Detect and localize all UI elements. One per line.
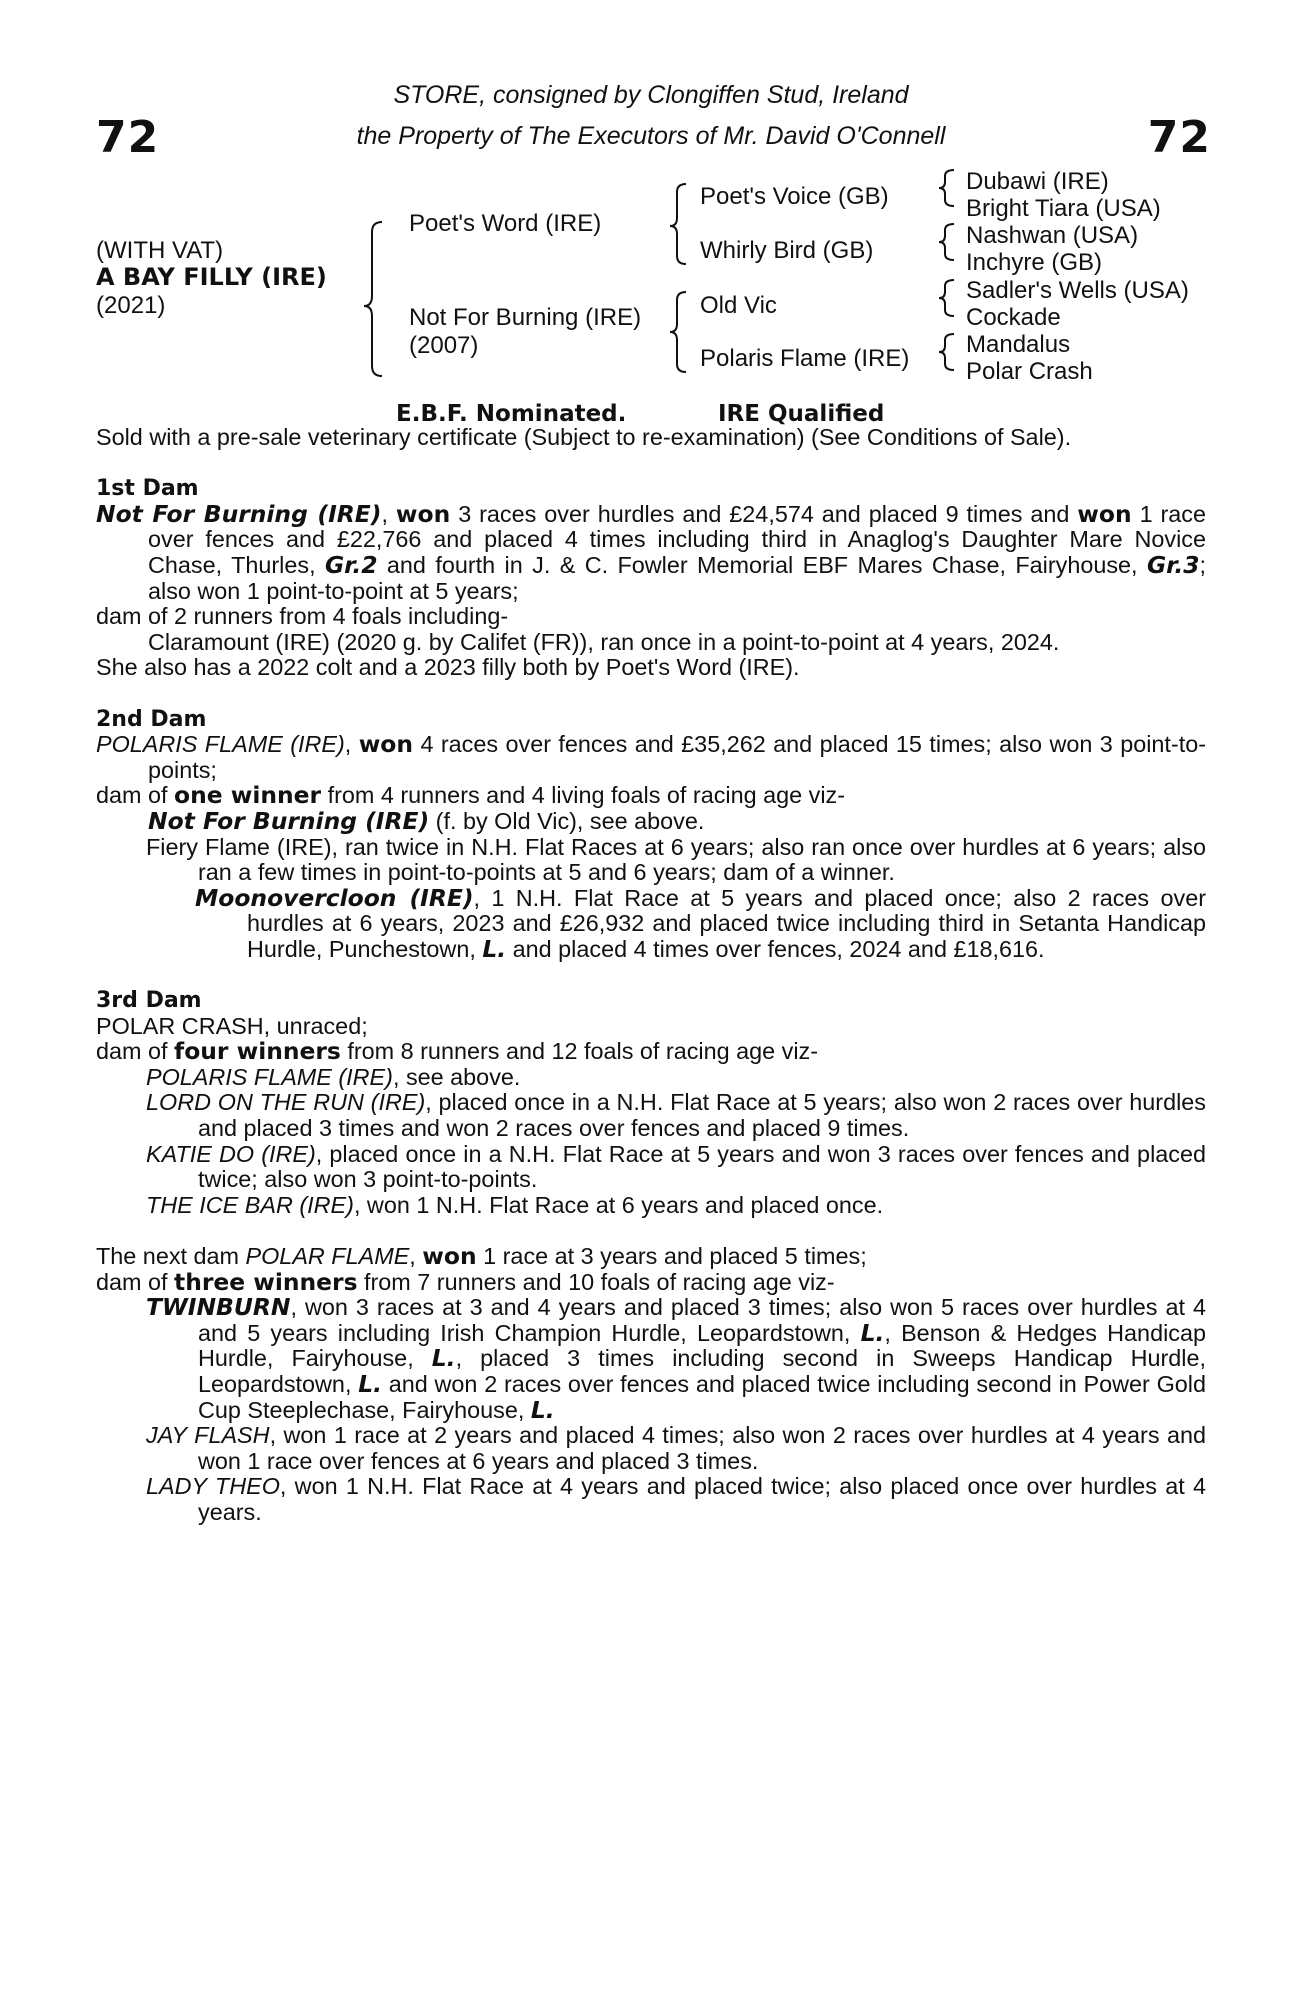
grandparent-5: Sadler's Wells (USA) <box>966 277 1189 304</box>
sire-dam: Whirly Bird (GB) <box>700 237 874 264</box>
dam2-paragraph: POLARIS FLAME (IRE), won 4 races over fences and £35,262 and placed 15 times; also won 3 point-to-points; <box>96 730 1207 783</box>
grandparent-7: Mandalus <box>966 331 1071 358</box>
dam2-progeny-moon: Moonovercloon (IRE), 1 N.H. Flat Race at 5 years and placed once; also 2 races over hurdles at 6 years, 2023 and £26,932 and placed twice including third in Setanta Handicap Hurdle, Punchestown, L. and placed 4 times over fences, 2024 and £18,616. <box>195 883 1206 963</box>
grandparent-3: Nashwan (USA) <box>966 222 1139 249</box>
consignor-line: STORE, consigned by Clongiffen Stud, Ireland <box>393 81 909 109</box>
dam: Not For Burning (IRE) <box>409 304 642 331</box>
section-3rd-dam: 3rd Dam <box>96 988 202 1014</box>
grade-2-badge: Gr.2 <box>324 550 378 579</box>
dam1-also: She also has a 2022 colt and a 2023 filly both by Poet's Word (IRE). <box>96 654 800 681</box>
dam-sire: Old Vic <box>700 292 777 319</box>
dam3-dam-of: dam of four winners from 8 runners and 12 foals of racing age viz- <box>96 1037 819 1066</box>
dam4-progeny-twinburn: TWINBURN, won 3 races at 3 and 4 years and placed 3 times; also won 5 races over hurdles at 4 and 5 years including Irish Champion Hurdle, Leopardstown, L., Benson & Hedges Handicap Hurdle, Fairyhouse, L., placed 3 times including second in Sweeps Handicap Hurdle, Leopardstown, L. and won 2 races over fences and placed twice including second in Power Gold Cup Steeplechase, Fairyhouse, L. <box>146 1293 1207 1424</box>
dam4-progeny-lady: LADY THEO, won 1 N.H. Flat Race at 4 years and placed twice; also placed once over hurdles at 4 years. <box>146 1473 1207 1525</box>
dam1-claramount: Claramount (IRE) (2020 g. by Califet (FR)), ran once in a point-to-point at 4 years, 2024. <box>148 628 1060 655</box>
dam3-line1: POLAR CRASH, unraced; <box>96 1012 368 1039</box>
dam3-progeny-1: POLARIS FLAME (IRE), see above. <box>146 1063 521 1090</box>
dam-dam: Polaris Flame (IRE) <box>700 345 910 372</box>
dam2-progeny-nfb: Not For Burning (IRE) (f. by Old Vic), see above. <box>148 806 705 835</box>
dam3-progeny-2: LORD ON THE RUN (IRE), placed once in a N.H. Flat Race at 5 years; also won 2 races over hurdles and placed 3 times and won 2 races over fences and placed 9 times. <box>146 1089 1206 1142</box>
grandparent-8: Polar Crash <box>966 358 1093 385</box>
grandparent-4: Inchyre (GB) <box>966 249 1103 276</box>
ebf-badge: E.B.F. Nominated. <box>396 401 627 427</box>
grade-3-badge: Gr.3 <box>1146 550 1200 579</box>
property-line: the Property of The Executors of Mr. David O'Connell <box>356 122 946 150</box>
sire-sire: Poet's Voice (GB) <box>700 183 889 210</box>
vet-note: Sold with a pre-sale veterinary certificate (Subject to re-examination) (See Conditions of Sale). <box>96 424 1072 450</box>
subject-year: (2021) <box>96 292 166 319</box>
grandparent-1: Dubawi (IRE) <box>966 168 1109 195</box>
subject-name: A BAY FILLY (IRE) <box>96 263 327 291</box>
grandparent-6: Cockade <box>966 304 1061 331</box>
section-2nd-dam: 2nd Dam <box>96 706 207 732</box>
sire: Poet's Word (IRE) <box>409 210 602 237</box>
dam1-paragraph: Not For Burning (IRE), won 3 races over hurdles and £24,574 and placed 9 times and won 1 race over fences and £22,766 and placed 4 times including third in Anaglog's Daughter Mare Novice Chase, Thurles, Gr.2 and fourth in J. & C. Fowler Memorial EBF Mares Chase, Fairyhouse, Gr.3; also won 1 point-to-point at 5 years; <box>96 499 1207 604</box>
dam4-progeny-jay: JAY FLASH, won 1 race at 2 years and placed 4 times; also won 2 races over hurdles at 4 years and won 1 race over fences at 6 years and placed 3 times. <box>146 1422 1206 1474</box>
grandparent-2: Bright Tiara (USA) <box>966 195 1161 222</box>
section-1st-dam: 1st Dam <box>96 476 199 502</box>
lot-number-left: 72 <box>96 112 160 163</box>
dam3-progeny-4: THE ICE BAR (IRE), won 1 N.H. Flat Race at 6 years and placed once. <box>146 1191 884 1218</box>
dam2-progeny-fiery: Fiery Flame (IRE), ran twice in N.H. Flat Races at 6 years; also ran once over hurdles at 6 years; also ran a few times in point-to-points at 5 and 6 years; dam of a winner. <box>146 833 1206 886</box>
vat-note: (WITH VAT) <box>96 237 224 264</box>
lot-number-right: 72 <box>1147 112 1211 163</box>
dam4-line1: The next dam POLAR FLAME, won 1 race at 3 years and placed 5 times; <box>96 1242 867 1270</box>
dam1-dam-of: dam of 2 runners from 4 foals including- <box>96 603 509 630</box>
catalogue-body <box>96 425 1206 1526</box>
dam2-dam-of: dam of one winner from 4 runners and 4 living foals of racing age viz- <box>96 781 846 810</box>
ire-qualified-badge: IRE Qualified <box>718 401 885 427</box>
dam3-progeny-3: KATIE DO (IRE), placed once in a N.H. Flat Race at 5 years and won 3 races over fences and placed twice; also won 3 point-to-points. <box>146 1140 1206 1193</box>
dam1-name: Not For Burning (IRE) <box>96 499 382 528</box>
dam4-dam-of: dam of three winners from 7 runners and 10 foals of racing age viz- <box>96 1267 835 1296</box>
dam-year: (2007) <box>409 332 479 359</box>
